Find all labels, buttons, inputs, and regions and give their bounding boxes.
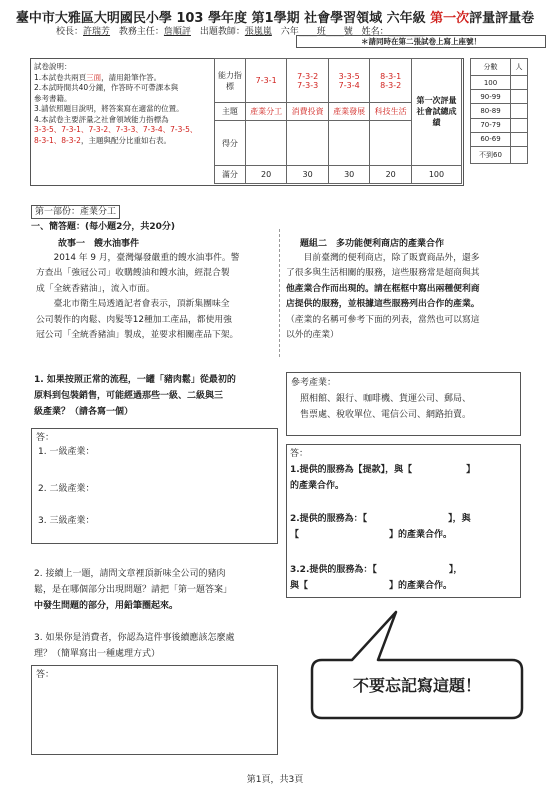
exam-notes: 試卷說明： 1.本試卷共兩頁三面，請用鉛筆作答。 2.本試時間共40分鐘，作答時不可帶課本與 參考書籍。 3.請依照題目說明，將答案寫在適當的位置。 4.本試卷主要評量之社會領域能力指標為 3-3-5、7-3-1、7-3-2、7-3-3、7-3-4、7-3-5、 8-3-1、8-3-2，主題與配分比重如右表。 bbox=[34, 62, 198, 145]
page-number: 第1頁，共3頁 bbox=[246, 775, 304, 785]
score-cell[interactable] bbox=[287, 121, 329, 165]
score-cell[interactable] bbox=[328, 121, 370, 165]
story1-body: 2014 年 9 月，臺灣爆發嚴重的餿水油事件。警 方查出「強冠公司」收購餿油和餿水油，經混合製 成「全統香豬油」，流入市面。 臺北市衛生局透過記者會表示，頂新集團味全 公司製作的肉鬆、肉髮等12種加工產品，都使用強 冠公司「全統香豬油」製成，並要求相關產品下架。 bbox=[36, 253, 240, 341]
row-label-indicator: 能力指標 bbox=[215, 59, 246, 103]
section-heading: 一、簡答題：(每小題2分，共20分) bbox=[31, 222, 176, 232]
q1-primary-industry: 1. 一級產業： bbox=[38, 447, 95, 457]
grade-distribution-table: 分數 人 100 90-99 80-89 70-79 60-69 不到60 bbox=[470, 58, 528, 164]
q3-answer-label: 答： bbox=[36, 670, 55, 680]
staff-line: 校長：許瑞芳 教務主任：詹順評 出題教師：張嵐嵐 六年____班____號 姓名：________ bbox=[56, 27, 425, 37]
q1-answer-label: 答： bbox=[36, 433, 55, 443]
callout-bubble bbox=[300, 604, 532, 728]
score-cell[interactable] bbox=[245, 121, 287, 165]
q1-secondary-industry: 2. 二級產業： bbox=[38, 484, 95, 494]
part1-heading: 第一部份：產業分工 bbox=[31, 205, 120, 219]
question-3: 3. 如果你是消費者，你認為這件事後續應該怎麼處 理？（簡單寫出一種處理方式） bbox=[34, 633, 235, 659]
callout-text: 不要忘記寫這題！ bbox=[352, 676, 481, 695]
total-score-label: 第一次評量社會試總成績 bbox=[411, 59, 461, 166]
reference-list: 照相館、銀行、咖啡機、貨運公司、郵局、 售票處、稅收單位、電信公司、網路拍賣。 bbox=[300, 394, 472, 420]
score-table: 能力指標 7-3-1 7-3-2 7-3-3 3-3-5 7-3-4 8-3-1 8-3-2 第一次評量社會試總成績 主題 產業分工 消費投資 產業發展 科技生活 得分 滿分 20 30 30 20 100 bbox=[214, 58, 462, 184]
score-cell[interactable] bbox=[370, 121, 412, 165]
q1-tertiary-industry: 3. 三級產業： bbox=[38, 516, 95, 526]
answer-2-3: 3.2.提供的服務為：【 】， 與【 】的產業合作。 bbox=[290, 565, 463, 591]
column-divider bbox=[279, 229, 280, 357]
exam-title: 臺中市大雅區大明國民小學 103 學年度 第1學期 社會學習領域 六年級 第一次評量評量卷 bbox=[15, 11, 535, 26]
question-1: 1. 如果按照正常的流程，一罐「豬肉鬆」從最初的 原料到包裝銷售，可能經過那些一級、二級與三 級產業？（請各寫一個） bbox=[34, 375, 236, 417]
group2-answer-label: 答： bbox=[290, 449, 309, 459]
q3-answer-box[interactable] bbox=[31, 665, 278, 755]
story2-title: 題組二 多功能便利商店的產業合作 bbox=[300, 239, 445, 249]
reference-title: 參考產業： bbox=[291, 378, 337, 388]
answer-2-1: 1.提供的服務為【提款】，與【 】 的產業合作。 bbox=[290, 465, 476, 491]
question-2: 2. 接續上一題，請問文章裡頂新味全公司的豬肉 鬆，是在哪個部分出現問題？請把「第一題答案」 中發生問題的部分，用鉛筆圈起來。 bbox=[34, 569, 233, 611]
seat-number-notice: ＊請同時在第二張試卷上寫上座號！ bbox=[296, 35, 546, 48]
answer-2-2: 2.提供的服務為：【 】，與 【 】的產業合作。 bbox=[290, 514, 471, 540]
story2-body: 目前臺灣的便利商店，除了販賣商品外，還多 了很多與生活相關的服務，這些服務常是超商與其 他產業合作而出現的。請在框框中寫出兩種便利商 店提供的服務，並根據這些服務列出合作的產業。 （產業的名稱可參考下面的列表，當然也可以寫這 以外的產業） bbox=[286, 253, 480, 341]
story1-title: 故事一 餿水油事件 bbox=[58, 239, 140, 249]
